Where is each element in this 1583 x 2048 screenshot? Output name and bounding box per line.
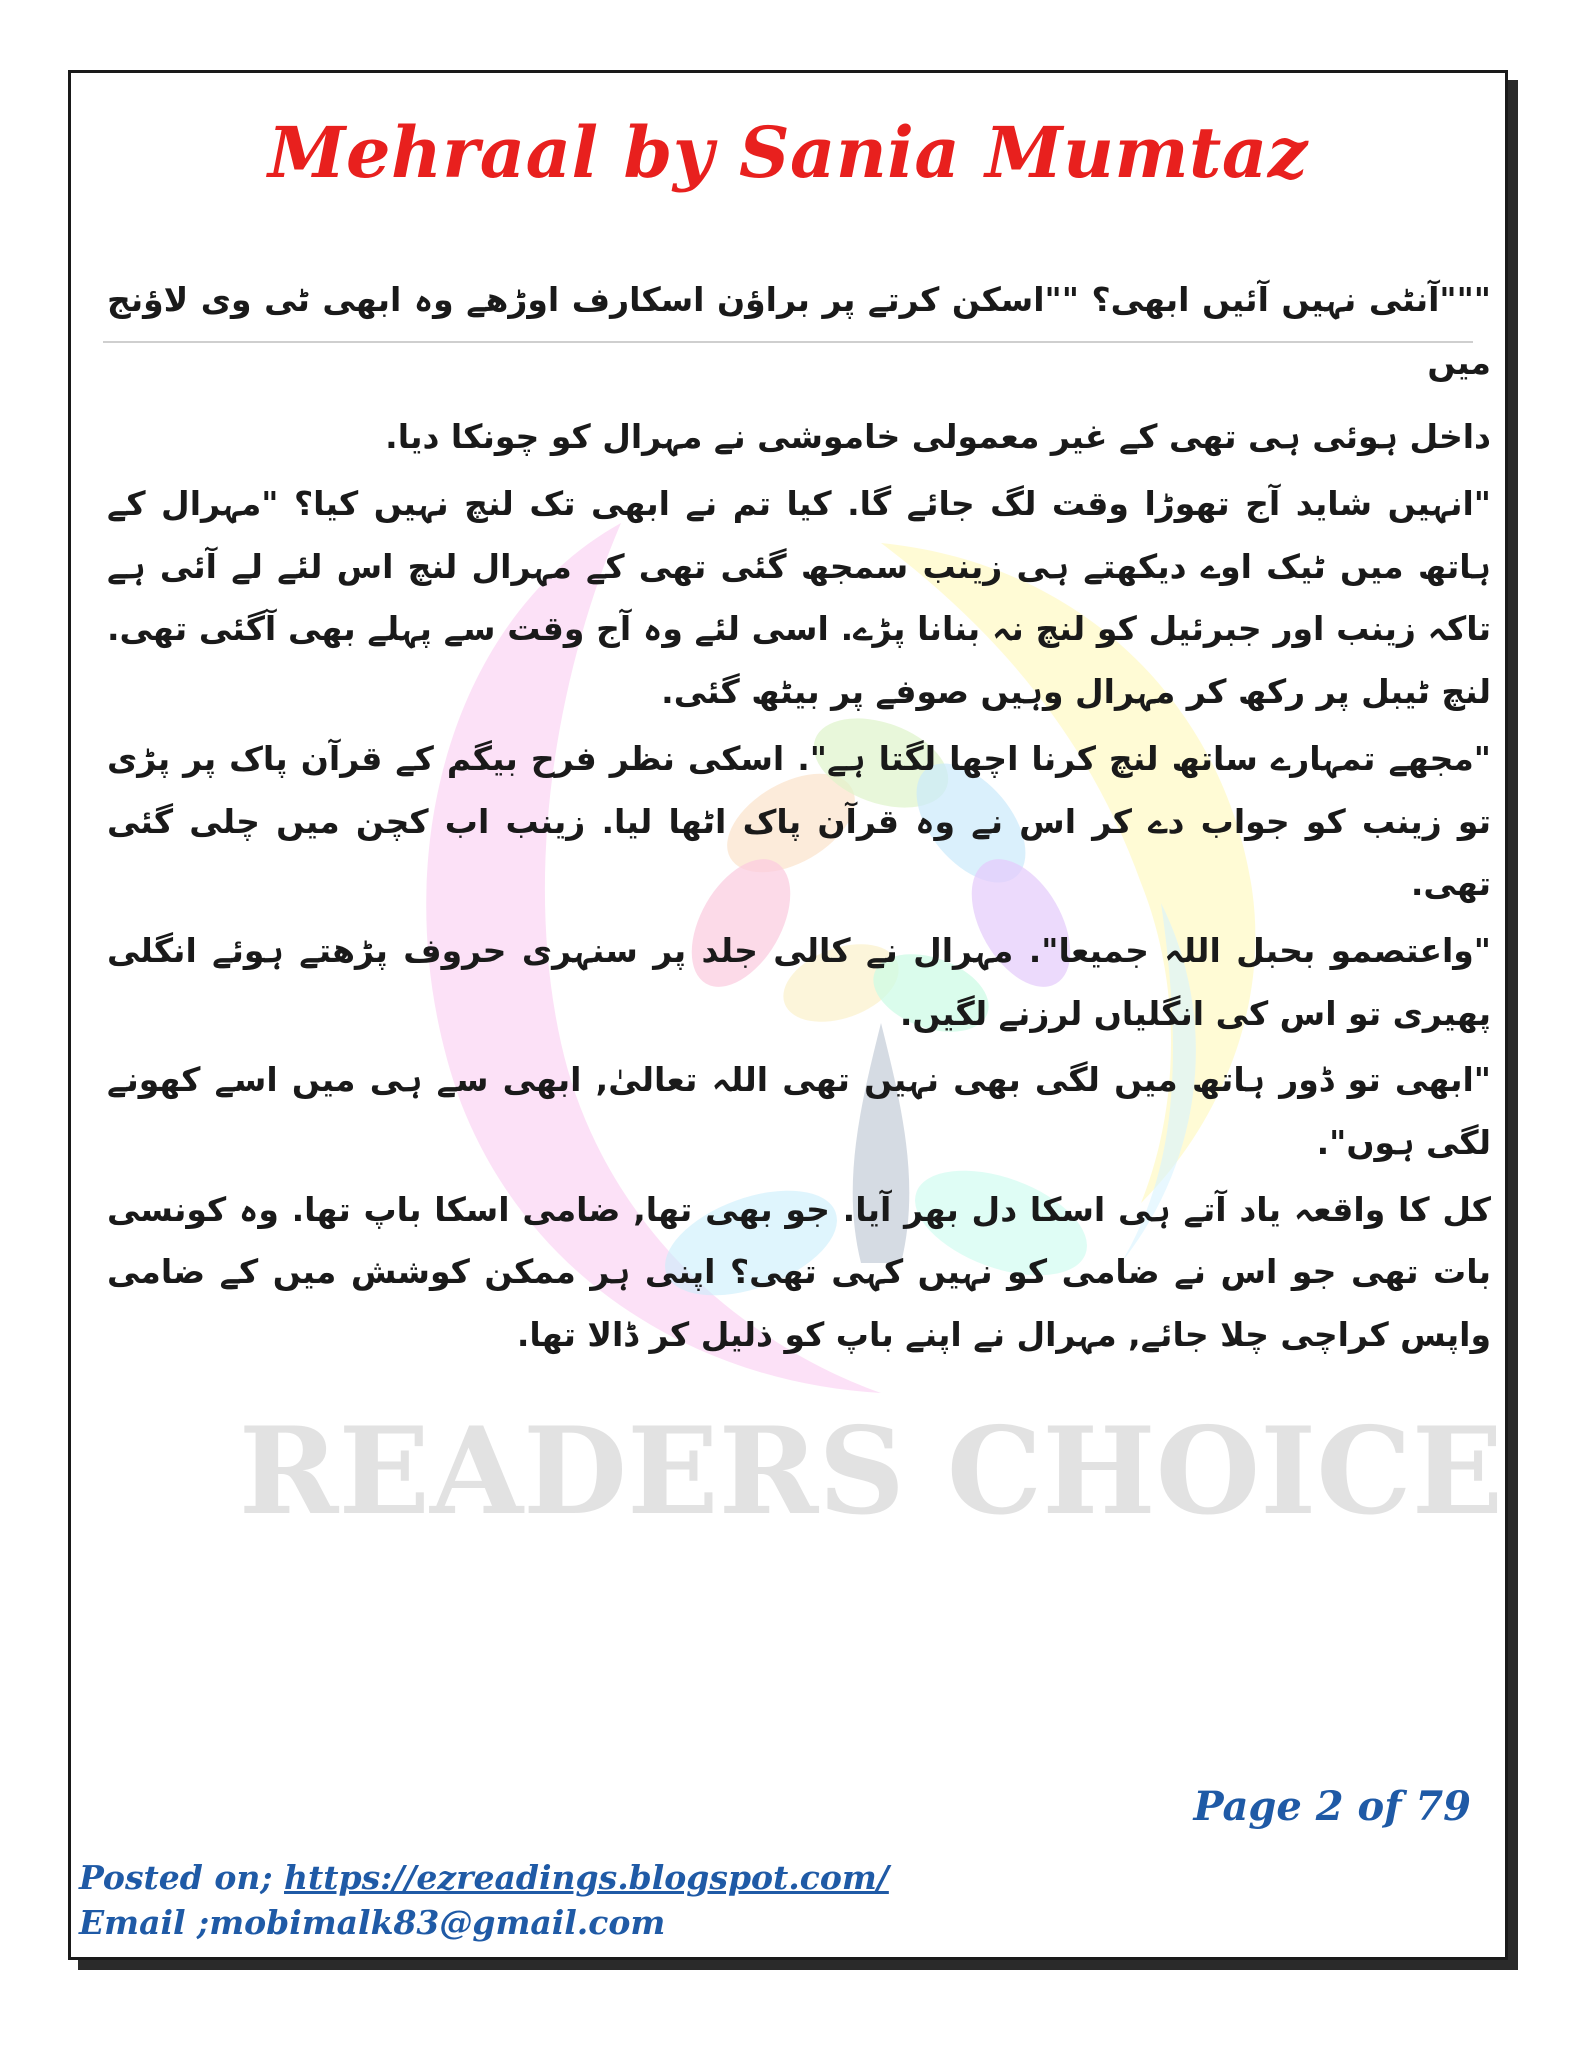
page-number: Page 2 of 79 xyxy=(1193,1783,1471,1830)
email-label: Email ; xyxy=(79,1902,210,1942)
posted-label: Posted on; xyxy=(79,1858,273,1897)
email-line xyxy=(79,1901,889,1946)
paragraph-4: "مجھے تمہارے ساتھ لنچ کرنا اچھا لگتا ہے". اسکی نظر فرح بیگم کے قرآن پاک پر پڑی تو زینب کو جواب دے کر اس نے وہ قرآن پاک اٹھا لیا. زینب اب کچن میں چلی گئی تھی. xyxy=(107,738,1491,904)
watermark-text: READERS CHOICE xyxy=(238,1401,1504,1542)
email-address[interactable]: mobimalk83@gmail.com xyxy=(209,1902,666,1942)
paragraph-2: داخل ہوئی ہی تھی کے غیر معمولی خاموشی نے مہرال کو چونکا دیا. xyxy=(385,417,1491,457)
story-text xyxy=(99,269,1499,1371)
page-title: Mehraal by Sania Mumtaz xyxy=(268,111,1308,194)
paragraph-5: "واعتصمو بحبل اللہ جمیعا". مہرال نے کالی جلد پر سنہری حروف پڑھتے ہوئے انگلی پھیری تو اس کی انگلیاں لرزنے لگیں. xyxy=(107,930,1491,1033)
blog-link[interactable]: https://ezreadings.blogspot.com/ xyxy=(284,1858,889,1897)
paragraph-7: کل کا واقعہ یاد آتے ہی اسکا دل بھر آیا. جو بھی تھا, ضامی اسکا باپ تھا. وہ کونسی بات تھی جو اس نے ضامی کو نہیں کہی تھی؟ اپنی ہر ممکن کوشش میں کے ضامی واپس کراچی چلا جائے, مہرال نے اپنے باپ کو ذلیل کر ڈالا تھا. xyxy=(107,1189,1491,1354)
paragraph-6: "ابھی تو ڈور ہاتھ میں لگی بھی نہیں تھی اللہ تعالیٰ, ابھی سے ہی میں اسے کھونے لگی ہوں". xyxy=(107,1060,1491,1162)
page-frame xyxy=(68,70,1508,1960)
posted-line xyxy=(79,1856,889,1901)
paragraph-3: "انہیں شاید آج تھوڑا وقت لگ جائے گا. کیا تم نے ابھی تک لنچ نہیں کیا؟ "مہرال کے ہاتھ میں ٹیک اوے دیکھتے ہی زینب سمجھ گئی تھی کے مہرال لنچ اس لئے لے آئی ہے تاکہ زینب اور جبرئیل کو لنچ نہ بنانا پڑے. اسی لئے وہ آج وقت سے پہلے بھی آگئی تھی. لنچ ٹیبل پر رکھ کر مہرال وہیں صوفے پر بیٹھ گئی. xyxy=(107,484,1491,712)
paragraph-1: """آنٹی نہیں آئیں ابھی؟ ""اسکن کرتے پر براؤن اسکارف اوڑھے وہ ابھی ٹی وی لاؤنج میں xyxy=(107,280,1491,382)
footer xyxy=(79,1856,889,1945)
